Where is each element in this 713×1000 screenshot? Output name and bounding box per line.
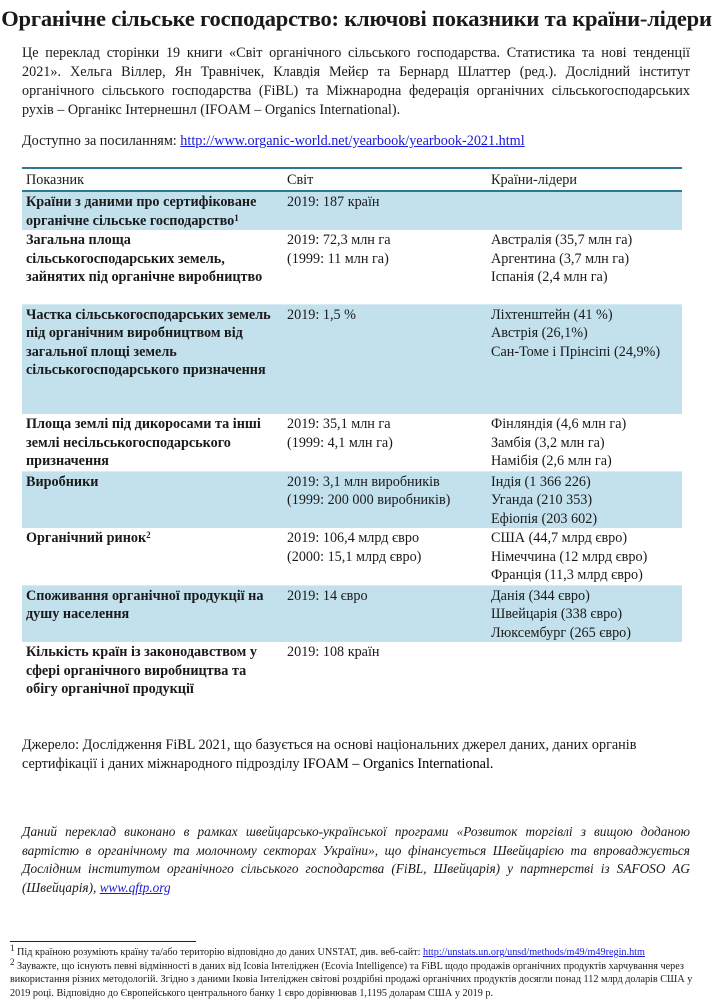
world-cell	[283, 471, 487, 528]
world-cell	[283, 191, 487, 230]
leader-item: Індія (1 366 226)	[491, 473, 591, 490]
column-header-leaders: Країни-лідери	[487, 168, 682, 191]
footnote-ref[interactable]: 2	[146, 530, 151, 540]
leaders-cell	[487, 230, 682, 304]
leader-item: Люксембург (265 євро)	[491, 624, 631, 641]
world-value: 2019: 35,1 млн га	[287, 416, 391, 432]
leaders-cell	[487, 191, 682, 230]
availability-label: Доступно за посиланням:	[22, 133, 181, 149]
world-value: 2019: 106,4 млрд євро	[287, 530, 420, 546]
leaders-cell	[487, 585, 682, 642]
footnote-text: Зауважте, що існують певні відмінності в даних від Ісовіа Інтеліджен (Ecovia Intelligence) та FiBL щодо продажів органічних продуктів харчування через використання різних методологій. Згідно з даними Іковіа Інтеліджен світові роздрібні продажі органічних продуктів досягли понад 112 млрд доларів США у 2019 році. Відповідно до Європейського центрального банку 1 євро дорівнював 1,1195 доларам США у 2019 р.	[10, 960, 693, 999]
leader-item: Замбія (3,2 млн га)	[491, 434, 605, 451]
world-cell	[283, 528, 487, 585]
leader-item: Австрія (26,1%)	[491, 325, 588, 341]
intro-paragraph: Це переклад сторінки 19 книги «Світ органічного сільського господарства. Статистика та нові тенденції 2021». Хельга Віллер, Ян Травнічек, Клавдія Мейєр та Бернард Шлаттер (ред.). Дослідний інститут органічного сільського господарства (FiBL) та Міжнародна федерація органічних сільськогосподарських рухів – Органікс Інтернешнл (IFOAM – Organics International).	[22, 45, 690, 118]
indicator-cell: Загальна площа сільськогосподарських земель, зайнятих під органічне виробництво	[22, 230, 283, 304]
qftp-link[interactable]: www.qftp.org	[99, 879, 171, 895]
column-header-indicator: Показник	[22, 168, 283, 191]
footnote-mark: 1	[10, 943, 15, 953]
footnote-2	[10, 956, 705, 1000]
indicator-cell: Споживання органічної продукції на душу населення	[22, 585, 283, 642]
leader-item: Намібія (2,6 млн га)	[491, 453, 612, 469]
world-value-baseline: (2000: 15,1 млрд євро)	[287, 548, 422, 565]
leader-item: Данія (344 євро)	[491, 587, 590, 604]
leaders-cell	[487, 528, 682, 585]
leaders-cell	[487, 414, 682, 471]
leader-item: Аргентина (3,7 млн га)	[491, 250, 630, 267]
table-row	[22, 585, 682, 642]
indicator-cell	[22, 191, 283, 230]
acknowledgement-text: Даний переклад виконано в рамках швейцарсько-української програми «Розвиток торгівлі з вищою доданою вартістю в органічному та молочному секторах України», що фінансується Швейцарією та впроваджується Дослідним інститутом органічного сільського господарства (FiBL, Швейцарія) у партнерстві із SAFOSO AG (Швейцарія),	[22, 824, 690, 895]
leaders-cell	[487, 642, 682, 699]
world-value: 2019: 108 країн	[287, 644, 380, 660]
indicator-text: Органічний ринок	[26, 530, 147, 546]
leader-item: Іспанія (2,4 млн га)	[491, 269, 608, 285]
page-title: Органічне сільське господарство: ключові показники та країни-лідери	[1, 6, 712, 31]
indicator-cell: Частка сільськогосподарських земель під органічним виробництвом від загальної площі земель сільськогосподарського призначення	[22, 304, 283, 414]
footnote-ref[interactable]: 1	[234, 212, 239, 223]
column-header-world: Світ	[283, 168, 487, 191]
source-text: Джерело: Дослідження FiBL 2021, що базується на основі національних джерел даних, даних органів сертифікації і даних міжнародного підрозділу	[22, 737, 637, 772]
table-row	[22, 414, 682, 471]
indicator-cell: Виробники	[22, 471, 283, 528]
indicator-cell	[22, 528, 283, 585]
footnote-1	[10, 943, 705, 960]
world-value-baseline: (1999: 4,1 млн га)	[287, 434, 393, 451]
table-row	[22, 191, 682, 230]
world-value: 2019: 187 країн	[287, 194, 380, 210]
footnote-divider	[10, 941, 196, 942]
world-value: 2019: 72,3 млн га	[287, 232, 391, 248]
world-value-baseline: (1999: 11 млн га)	[287, 250, 389, 267]
key-indicators-table	[22, 167, 682, 699]
world-cell	[283, 414, 487, 471]
leader-item: Ліхтенштейн (41 %)	[491, 306, 613, 323]
table-header-row	[22, 168, 682, 191]
availability-line	[22, 133, 525, 150]
table-row	[22, 304, 682, 414]
leader-item: Уганда (210 353)	[491, 492, 593, 508]
leader-item: Німеччина (12 млрд євро)	[491, 548, 648, 565]
indicator-cell: Площа землі під дикоросами та інші землі несільськогосподарського призначення	[22, 414, 283, 471]
acknowledgement-note	[22, 823, 690, 897]
yearbook-link[interactable]: http://www.organic-world.net/yearbook/yearbook-2021.html	[180, 133, 525, 149]
leader-item: Ефіопія (203 602)	[491, 510, 598, 527]
leader-item: Австралія (35,7 млн га)	[491, 232, 633, 248]
leader-item: Швейцарія (338 євро)	[491, 606, 623, 622]
world-value: 2019: 3,1 млн виробників	[287, 473, 440, 490]
footnotes	[10, 943, 705, 1000]
leaders-cell	[487, 304, 682, 414]
source-note	[22, 736, 690, 774]
indicator-cell: Кількість країн із законодавством у сфері органічного виробництва та обігу органічної продукції	[26, 644, 257, 697]
footnote-mark: 2	[10, 956, 15, 967]
unstats-link[interactable]: http://unstats.un.org/unsd/methods/m49/m49regin.htm	[422, 947, 645, 958]
world-value: 2019: 14 євро	[287, 587, 368, 604]
footnote-text: Під країною розуміють країну та/або територію відповідно до даних UNSTAT, див. веб-сайт:	[14, 947, 423, 958]
world-cell	[283, 585, 487, 642]
world-value: 2019: 1,5 %	[287, 306, 356, 323]
table-row	[22, 471, 682, 528]
indicator-text: Країни з даними про сертифіковане органічне сільське господарство	[26, 194, 257, 229]
leaders-cell	[487, 471, 682, 528]
world-cell	[283, 304, 487, 414]
world-value-baseline: (1999: 200 000 виробників)	[287, 492, 451, 508]
table-row	[22, 528, 682, 585]
world-cell	[283, 642, 487, 699]
world-cell	[283, 230, 487, 304]
table-row	[22, 642, 682, 699]
leader-item: Фінляндія (4,6 млн га)	[491, 416, 627, 432]
table-row	[22, 230, 682, 304]
leader-item: Франція (11,3 млрд євро)	[491, 567, 643, 583]
leader-item: США (44,7 млрд євро)	[491, 530, 628, 546]
source-org: IFOAM – Organics International.	[303, 756, 494, 772]
leader-item: Сан-Томе і Прінсіпі (24,9%)	[491, 343, 661, 360]
